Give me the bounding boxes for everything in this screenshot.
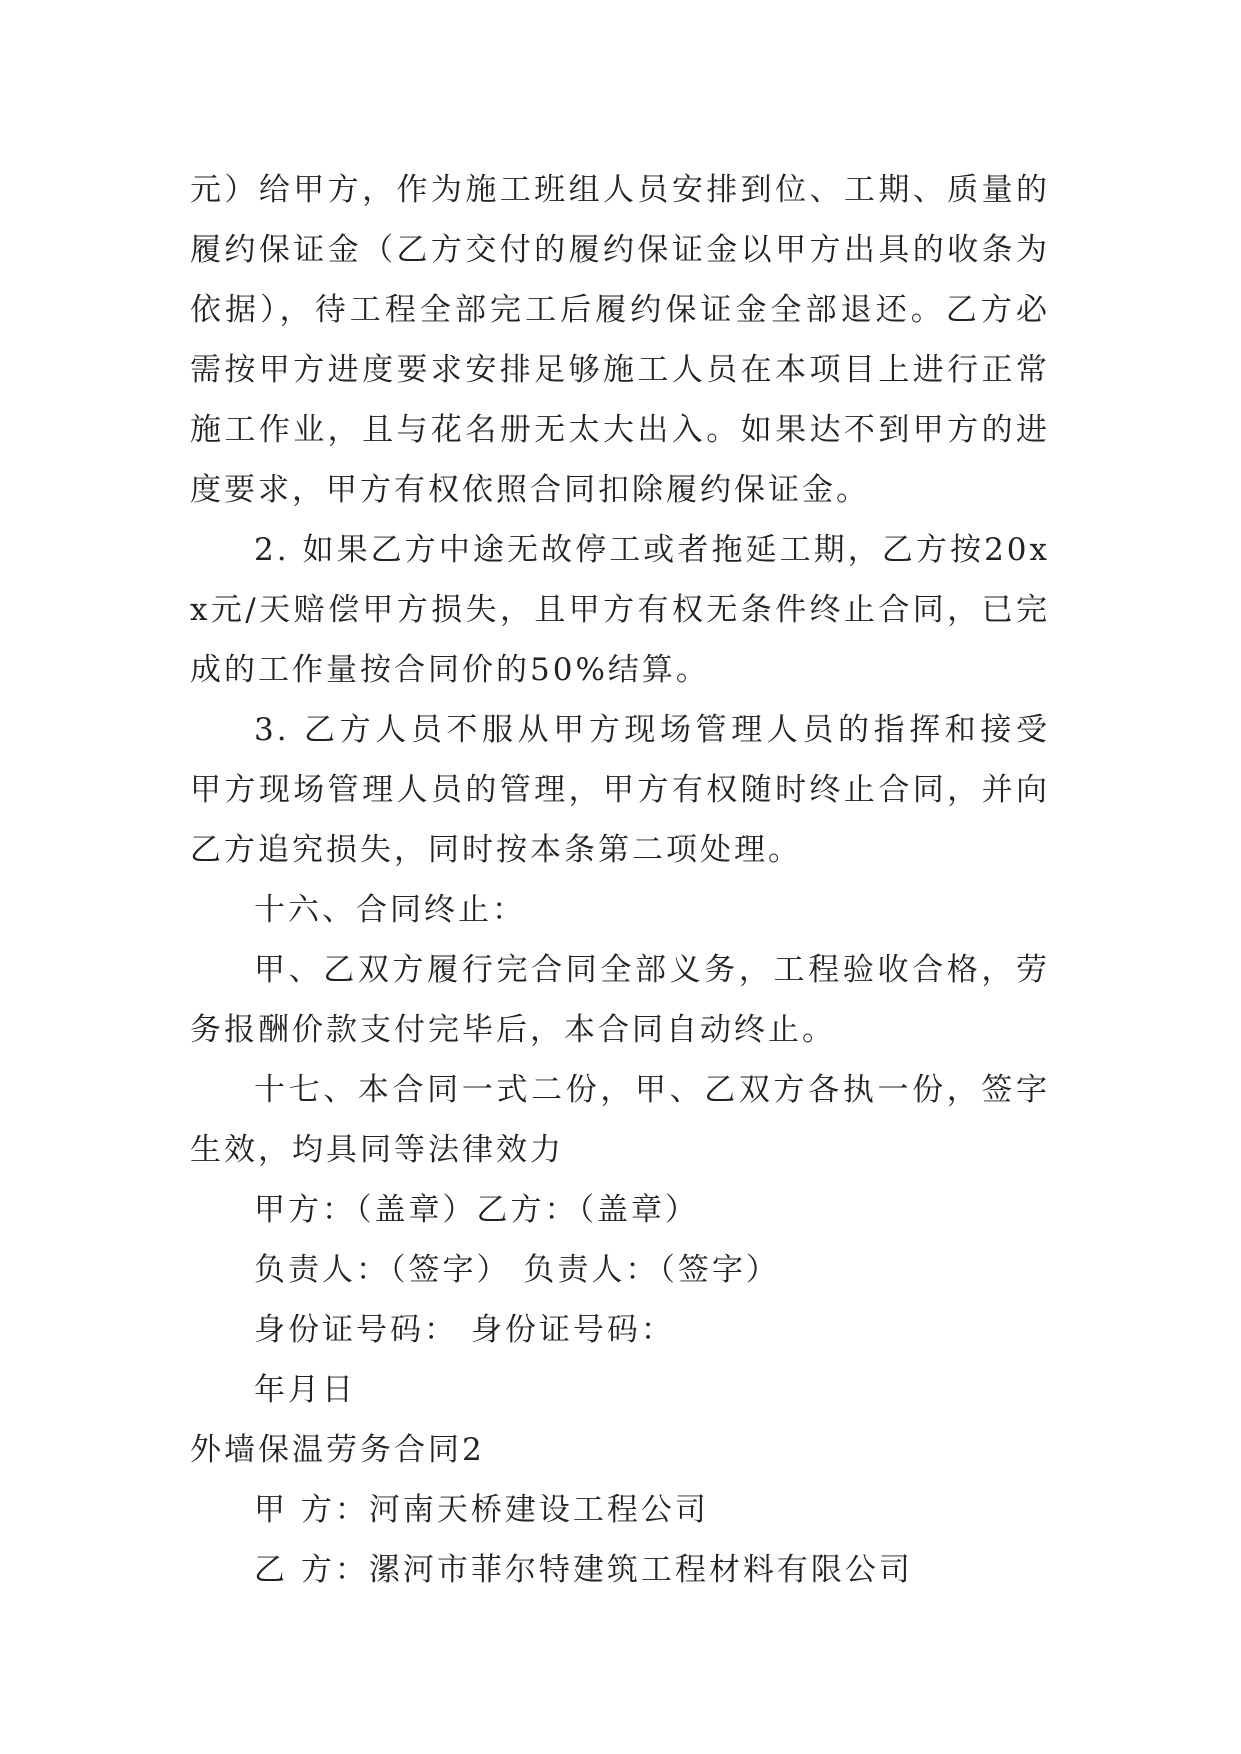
party-b-line: 乙 方：漯河市菲尔特建筑工程材料有限公司 xyxy=(254,1552,913,1588)
deposit-clause-paragraph: 元）给甲方，作为施工班组人员安排到位、工期、质量的履约保证金（乙方交付的履约保证金以甲方出具的收条为依据），待工程全部完工后履约保证金全部退还。乙方必需按甲方进度要求安排足够施工人员在本项目上进行正常施工作业，且与花名册无太大出入。如果达不到甲方的进度要求，甲方有权依照合同扣除履约保证金。 xyxy=(190,172,1050,508)
article-16-heading: 十六、合同终止： xyxy=(254,892,526,928)
document-body xyxy=(190,160,1050,1600)
signer-line: 负责人：（签字） 负责人：（签字） xyxy=(254,1252,780,1288)
party-a-line: 甲 方：河南天桥建设工程公司 xyxy=(254,1492,709,1528)
clause-3-paragraph: 3. 乙方人员不服从甲方现场管理人员的指挥和接受甲方现场管理人员的管理，甲方有权随时终止合同，并向乙方追究损失，同时按本条第二项处理。 xyxy=(190,712,1050,868)
id-number-line: 身份证号码： 身份证号码： xyxy=(254,1312,675,1348)
date-line: 年月日 xyxy=(254,1372,356,1408)
article-16-body: 甲、乙双方履行完合同全部义务，工程验收合格，劳务报酬价款支付完毕后，本合同自动终止。 xyxy=(190,952,1050,1048)
seal-line: 甲方：（盖章）乙方：（盖章） xyxy=(254,1192,699,1228)
article-17-paragraph: 十七、本合同一式二份，甲、乙双方各执一份，签字生效，均具同等法律效力 xyxy=(190,1072,1050,1168)
clause-2-paragraph: 2. 如果乙方中途无故停工或者拖延工期，乙方按20xx元/天赔偿甲方损失，且甲方有权无条件终止合同，已完成的工作量按合同价的50%结算。 xyxy=(190,532,1050,688)
second-contract-title: 外墙保温劳务合同2 xyxy=(190,1432,485,1468)
